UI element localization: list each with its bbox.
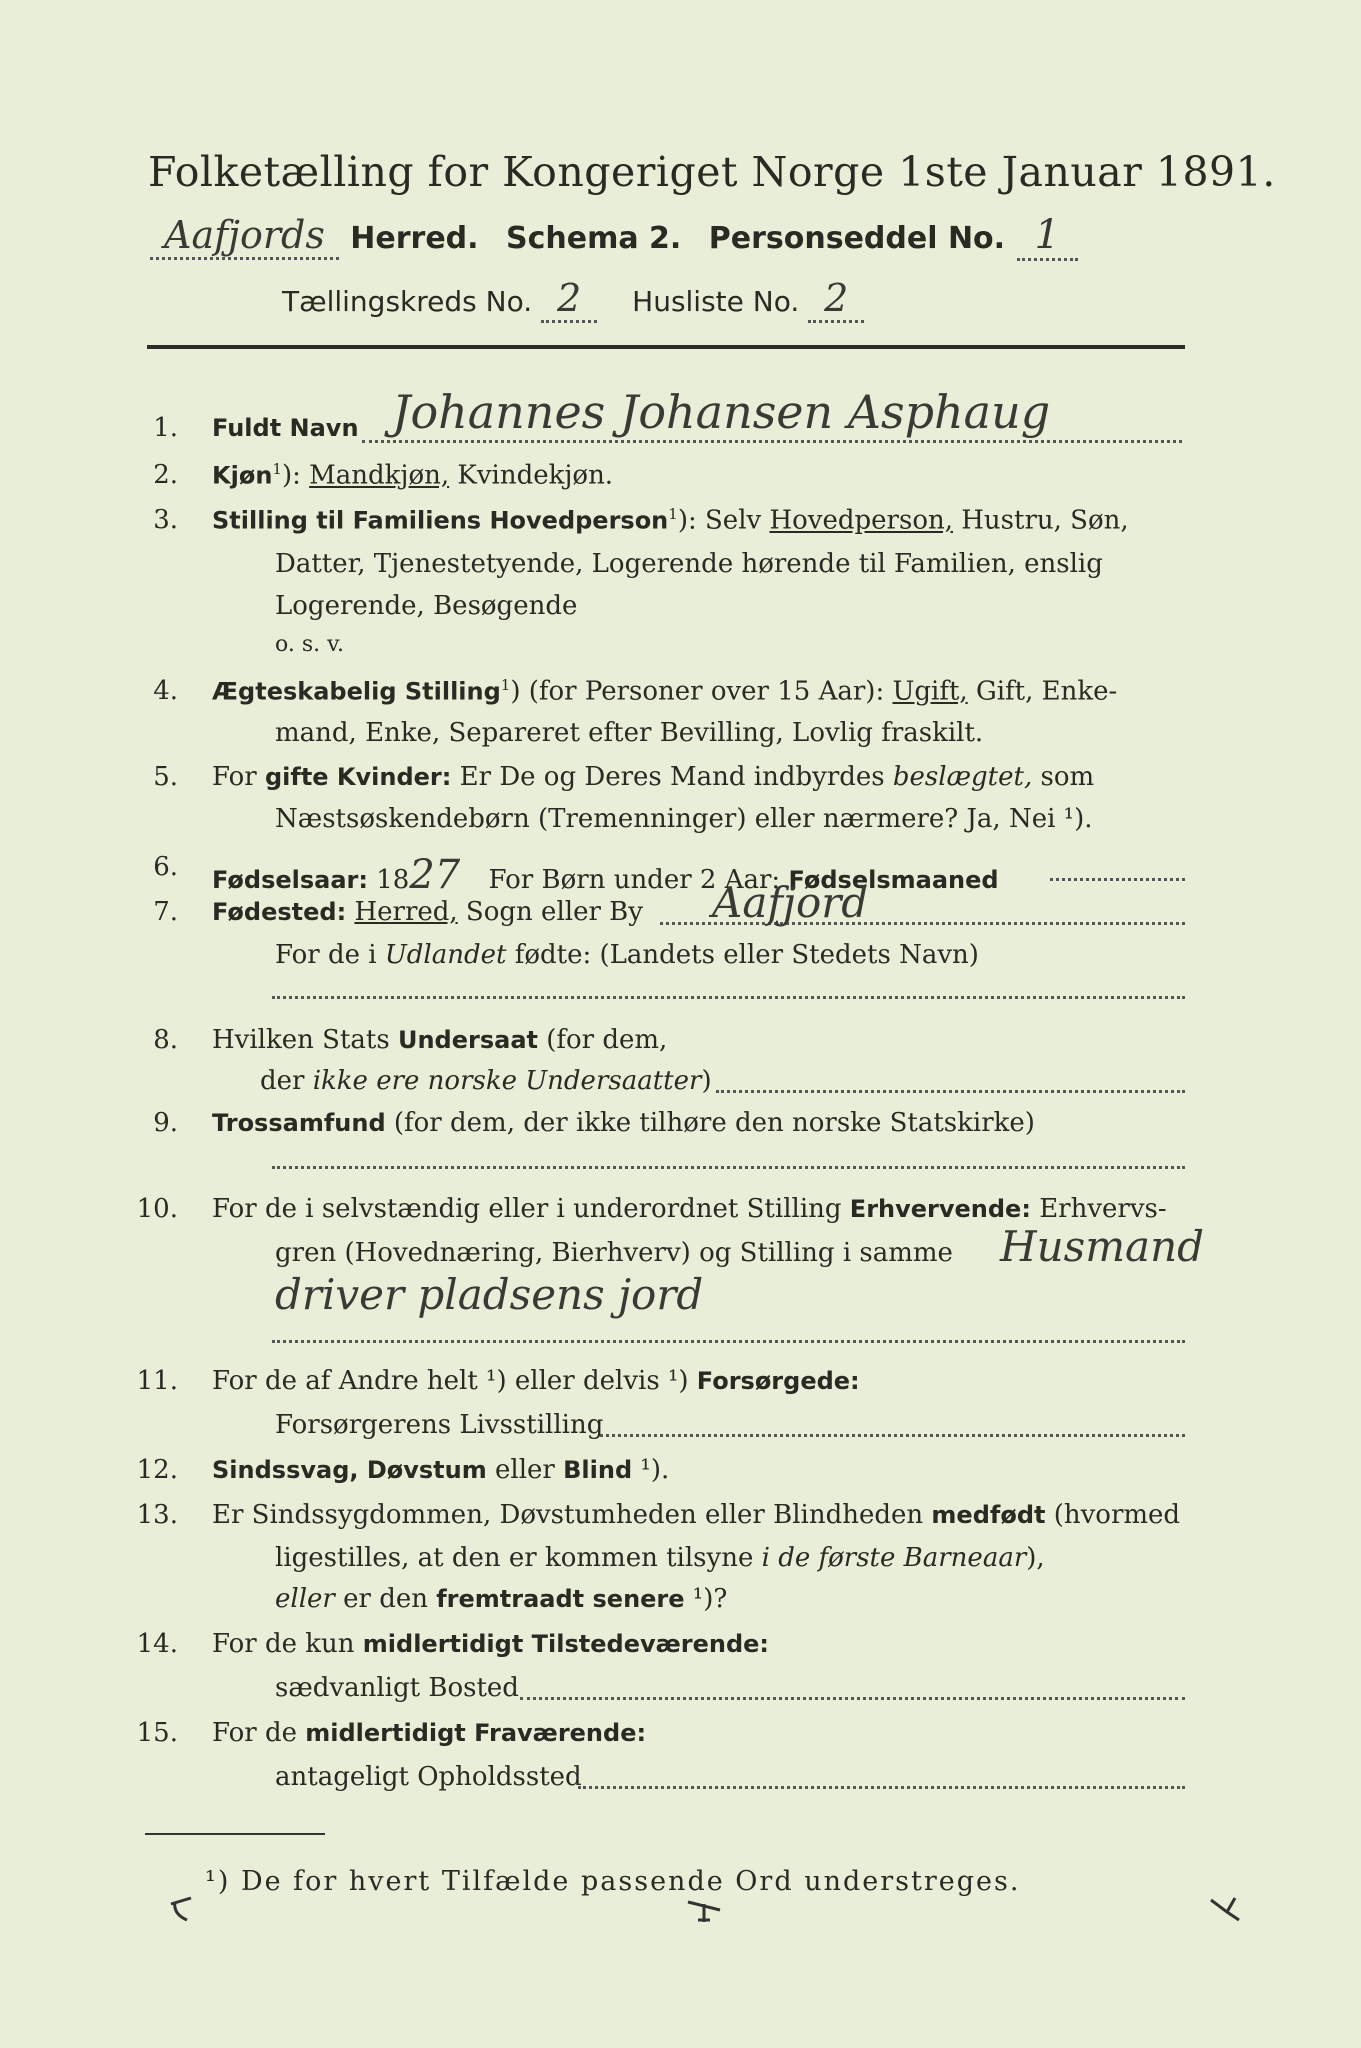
q12-label: Sindssvag, Døvstum: [212, 1456, 487, 1484]
q5-italic: beslægtet,: [892, 762, 1033, 792]
q13-l3-pre: er den: [334, 1584, 437, 1614]
q1-label: Fuldt Navn: [212, 414, 359, 442]
q7-number: 7.: [153, 897, 178, 927]
q3-text-pre: ): Selv: [677, 505, 770, 536]
q7-text: Sogn eller By: [457, 897, 643, 927]
q10-dotline: [272, 1340, 1185, 1343]
q8-l2-pre: der: [260, 1066, 313, 1096]
q8-dotline: [716, 1090, 1185, 1093]
q5-text: Er De og Deres Mand indbyrdes: [451, 762, 893, 792]
q13-l3-bold: fremtraadt senere: [436, 1585, 685, 1613]
personseddel-value: 1: [1017, 212, 1078, 261]
q11-pre: For de af Andre helt ¹) eller delvis ¹): [212, 1366, 697, 1396]
herred-value: Aafjords: [150, 213, 339, 260]
q8-post: (for dem,: [537, 1025, 668, 1055]
q6-dotline: [1050, 878, 1185, 881]
q14-dotline: [520, 1697, 1185, 1700]
q13-line2: [275, 1543, 1045, 1573]
q15-line2: antageligt Opholdssted: [275, 1762, 582, 1792]
q13-pre: Er Sindssygdommen, Døvstumheden eller Blindheden: [212, 1500, 932, 1530]
q6-label2: Fødselsmaaned: [788, 866, 999, 894]
q6-prefix: 18: [376, 865, 410, 895]
q9-number: 9.: [153, 1108, 178, 1138]
q2-sup: 1: [272, 460, 282, 478]
q5-line1: [212, 762, 1094, 792]
q3-label: Stilling til Familiens Hovedperson: [212, 506, 669, 535]
q7-dotline2: [272, 996, 1185, 999]
q4-text-pre: ) (for Personer over 15 Aar):: [510, 676, 893, 707]
q15-label: midlertidigt Fraværende:: [305, 1719, 647, 1747]
q2-option-female: Kvindekjøn.: [449, 460, 614, 491]
q4-label: Ægteskabelig Stilling: [212, 677, 501, 706]
q14-line2: sædvanligt Bosted: [275, 1673, 519, 1703]
husliste-label: Husliste No.: [632, 285, 800, 318]
header-rule: [147, 345, 1185, 349]
q8-l2-italic: ikke ere norske Undersaatter: [312, 1066, 702, 1096]
q8-label: Undersaat: [397, 1026, 538, 1054]
q12-label2: Blind: [563, 1456, 633, 1484]
q7-line2: [275, 940, 979, 970]
registration-mark-center: [680, 1890, 730, 1930]
q3-number: 3.: [153, 505, 178, 535]
q6-number: 6.: [153, 852, 178, 882]
q7-l2-post: fødte: (Landets eller Stedets Navn): [506, 940, 979, 970]
q12-number: 12.: [136, 1455, 178, 1485]
q4-line1: [212, 676, 1117, 707]
q2-line: Kjøn$^1$): Mandkjøn, Kvindekjøn.: [212, 460, 614, 491]
q13-line3: [275, 1584, 727, 1614]
q8-line1: [212, 1025, 667, 1055]
q1-value: Johannes Johansen Asphaug: [392, 385, 1051, 439]
q11-dotline: [600, 1434, 1185, 1437]
q6-value: 27: [409, 852, 461, 898]
registration-mark-right: [1205, 1890, 1245, 1930]
q8-number: 8.: [153, 1025, 178, 1055]
q10-label: Erhvervende:: [849, 1195, 1031, 1223]
q6-text: For Børn under 2 Aar:: [488, 865, 781, 895]
q10-line2: gren (Hovednæring, Bierhverv) og Stilling i samme: [275, 1238, 953, 1268]
q14-number: 14.: [136, 1629, 178, 1659]
q13-line1: [212, 1500, 1180, 1530]
q10-line1: [212, 1194, 1167, 1224]
q10-post: Erhvervs-: [1030, 1194, 1167, 1224]
q12-post: ¹).: [632, 1455, 670, 1485]
q7-line1: [212, 897, 643, 927]
q6-line: [212, 852, 999, 898]
q14-line1: [212, 1629, 769, 1659]
q14-pre: For de kun: [212, 1629, 363, 1659]
q12-mid: eller: [486, 1455, 564, 1485]
q5-label: gifte Kvinder:: [264, 763, 452, 791]
q4-number: 4.: [153, 676, 178, 706]
q3-text-post: Hustru, Søn,: [952, 505, 1129, 536]
q13-l2-pre: ligestilles, at den er kommen tilsyne: [275, 1543, 762, 1573]
q13-l2-post: ),: [1026, 1543, 1045, 1573]
husliste-value: 2: [808, 276, 864, 323]
q1-dotline: [362, 440, 1182, 443]
herred-line: [150, 212, 1078, 261]
q6-label: Fødselsaar:: [212, 866, 368, 894]
q4-sup: 1: [500, 676, 511, 694]
q15-dotline: [578, 1786, 1185, 1789]
q3-line3: Logerende, Besøgende: [275, 591, 578, 621]
q3-line2: Datter, Tjenestetyende, Logerende hørende til Familien, enslig: [275, 549, 1103, 579]
q4-option-ugift: Ugift,: [892, 676, 968, 707]
q13-number: 13.: [136, 1500, 178, 1530]
q9-dotline: [272, 1166, 1185, 1169]
schema-label: Schema 2.: [506, 221, 682, 256]
q5-pre: For: [212, 762, 265, 792]
q10-value2: driver pladsens jord: [275, 1270, 704, 1319]
q15-line1: [212, 1718, 646, 1748]
q7-option-herred: Herred,: [354, 897, 458, 927]
q10-number: 10.: [136, 1194, 178, 1224]
q8-l2-post: ): [701, 1066, 712, 1096]
herred-label: Herred.: [350, 221, 479, 256]
q13-l2-italic: i de første Barneaar: [761, 1543, 1027, 1573]
q11-number: 11.: [136, 1366, 178, 1396]
q7-value: Aafjord: [712, 878, 869, 927]
q3-sup: 1: [668, 505, 678, 523]
q3-line4: o. s. v.: [275, 632, 344, 657]
q5-post: som: [1032, 762, 1095, 792]
q2-label: Kjøn: [212, 461, 273, 490]
footnote: ¹) De for hvert Tilfælde passende Ord understreges.: [205, 1866, 1021, 1897]
footnote-rule: [145, 1833, 325, 1835]
q5-number: 5.: [153, 762, 178, 792]
q3-option-hovedperson: Hovedperson,: [769, 505, 953, 536]
q14-label: midlertidigt Tilstedeværende:: [362, 1630, 770, 1658]
kreds-label: Tællingskreds No.: [282, 285, 533, 318]
q10-value1: Husmand: [1000, 1222, 1205, 1271]
q13-post: (hvormed: [1045, 1500, 1181, 1530]
personseddel-label: Personseddel No.: [708, 221, 1006, 256]
q12-line: [212, 1455, 669, 1485]
q15-number: 15.: [136, 1718, 178, 1748]
q8-line2: [260, 1066, 712, 1096]
q7-label: Fødested:: [212, 898, 347, 926]
q13-l3-italic: eller: [275, 1584, 335, 1614]
kreds-line: [282, 276, 864, 323]
q11-line1: [212, 1366, 860, 1396]
q10-pre: For de i selvstændig eller i underordnet Stilling: [212, 1194, 850, 1224]
q11-line2: Forsørgerens Livsstilling: [275, 1410, 604, 1440]
form-title: Folketælling for Kongeriget Norge 1ste Januar 1891.: [148, 148, 1276, 196]
q7-l2-italic: Udlandet: [384, 940, 507, 970]
q2-number: 2.: [153, 460, 178, 490]
q5-line2: Næstsøskendebørn (Tremenninger) eller nærmere? Ja, Nei ¹).: [275, 804, 1093, 834]
q4-line2: mand, Enke, Separeret efter Bevilling, Lovlig fraskilt.: [275, 718, 984, 748]
q13-label: medfødt: [931, 1501, 1046, 1529]
q15-pre: For de: [212, 1718, 306, 1748]
kreds-value: 2: [541, 276, 597, 323]
q1-number: 1.: [153, 413, 178, 443]
q13-l3-post: ¹)?: [684, 1584, 728, 1614]
q9-label: Trossamfund: [212, 1109, 386, 1137]
q3-line1: [212, 505, 1129, 536]
q1-line: [212, 413, 359, 443]
q9-line: [212, 1108, 1035, 1138]
q8-pre: Hvilken Stats: [212, 1025, 398, 1055]
q9-text: (for dem, der ikke tilhøre den norske Statskirke): [385, 1108, 1035, 1138]
q2-option-male: Mandkjøn,: [309, 460, 450, 491]
q11-label: Forsørgede:: [696, 1367, 860, 1395]
q4-text-post: Gift, Enke-: [967, 676, 1118, 707]
q7-l2-pre: For de i: [275, 940, 385, 970]
registration-mark-left: [165, 1890, 205, 1930]
